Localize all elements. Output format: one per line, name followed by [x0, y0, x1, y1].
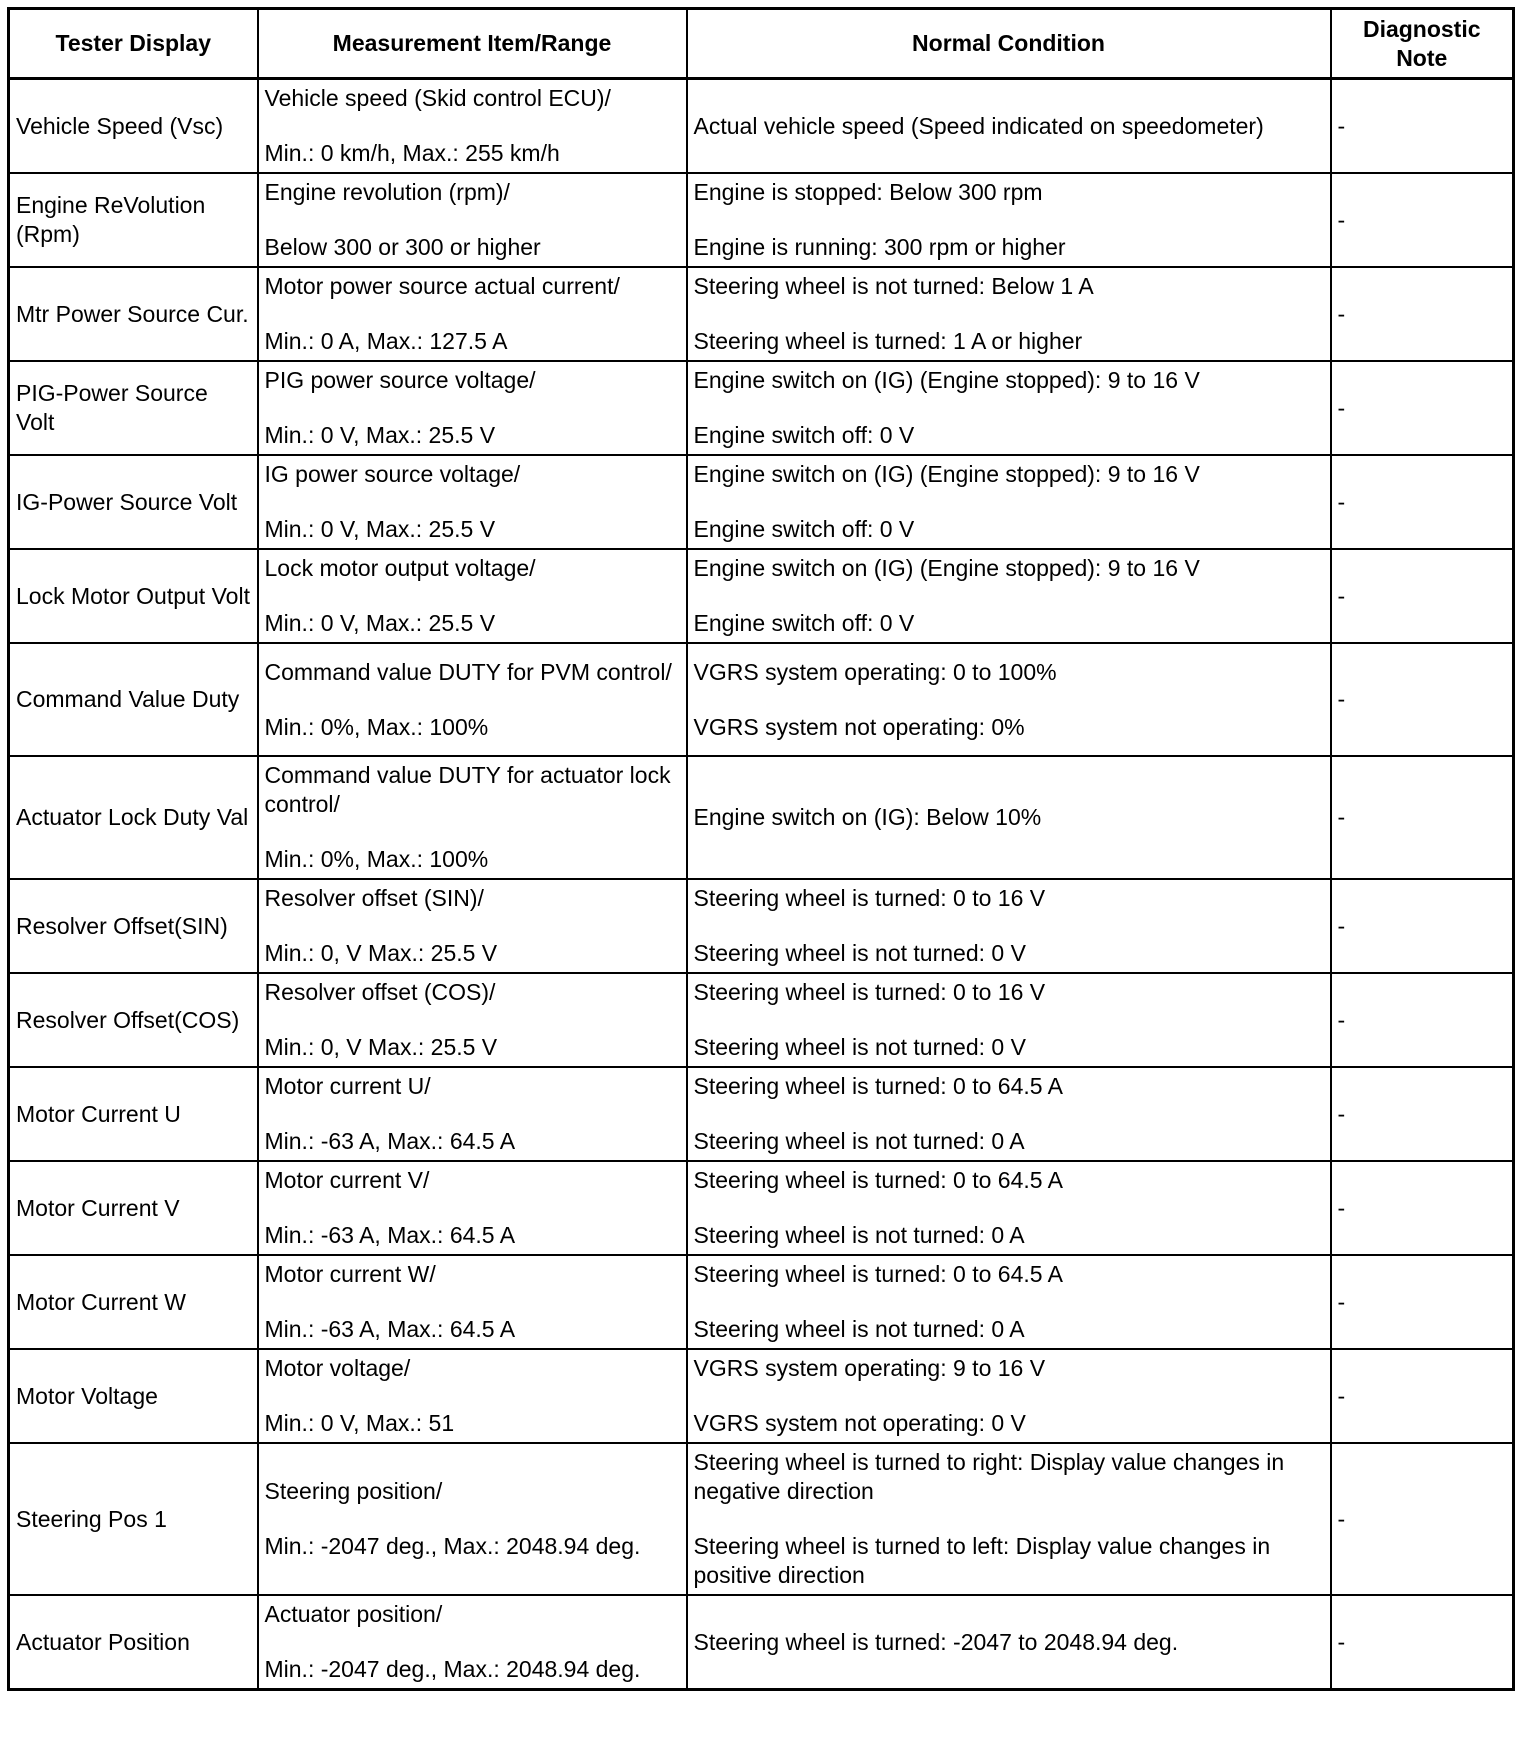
- measurement-item-label: Command value DUTY for actuator lock control/: [264, 762, 671, 817]
- normal-condition-line: Actual vehicle speed (Speed indicated on speedometer): [693, 112, 1264, 139]
- tester-display-cell: Motor Current U: [9, 1067, 258, 1161]
- diagnostic-note-cell: -: [1331, 361, 1514, 455]
- normal-condition-line: Steering wheel is not turned: 0 A: [693, 1222, 1025, 1248]
- line-spacer: [265, 301, 680, 327]
- header-diagnostic-note: Diagnostic Note: [1331, 9, 1514, 79]
- normal-condition-line: Engine switch on (IG) (Engine stopped): 9 to 16 V: [693, 461, 1200, 487]
- line-spacer: [265, 1629, 680, 1655]
- normal-condition-line: Steering wheel is turned: 0 to 16 V: [693, 979, 1046, 1005]
- measurement-range-label: Min.: -2047 deg., Max.: 2048.94 deg.: [264, 1656, 641, 1682]
- normal-condition-line: Steering wheel is turned: -2047 to 2048.94 deg.: [693, 1628, 1179, 1655]
- normal-condition-line: Engine switch off: 0 V: [693, 516, 915, 542]
- normal-condition-line: Engine switch off: 0 V: [693, 610, 915, 636]
- line-spacer: [265, 489, 680, 515]
- line-spacer: [694, 395, 1324, 421]
- measurement-range-label: Min.: 0 V, Max.: 25.5 V: [264, 422, 496, 448]
- line-spacer: [694, 1007, 1324, 1033]
- table-row: [9, 361, 1514, 455]
- table-row: [9, 973, 1514, 1067]
- tester-display-cell: Vehicle Speed (Vsc): [9, 79, 258, 174]
- line-spacer: [265, 819, 680, 845]
- measurement-item-cell: [258, 549, 687, 643]
- measurement-range-label: Below 300 or 300 or higher: [264, 234, 541, 260]
- measurement-range-label: Min.: 0 A, Max.: 127.5 A: [264, 328, 508, 354]
- tester-display-cell: Motor Voltage: [9, 1349, 258, 1443]
- normal-condition-cell: [687, 1443, 1331, 1595]
- normal-condition-line: Steering wheel is not turned: 0 A: [693, 1316, 1025, 1342]
- normal-condition-cell: [687, 361, 1331, 455]
- measurement-item-cell: [258, 1255, 687, 1349]
- diagnostic-note-cell: -: [1331, 1161, 1514, 1255]
- measurement-item-cell: [258, 1443, 687, 1595]
- table-row: [9, 1443, 1514, 1595]
- tester-display-cell: Actuator Lock Duty Val: [9, 756, 258, 879]
- line-spacer: [265, 1506, 680, 1532]
- normal-condition-line: Steering wheel is not turned: 0 V: [693, 940, 1026, 966]
- table-row: [9, 1255, 1514, 1349]
- line-spacer: [694, 913, 1324, 939]
- diagnostic-note-cell: -: [1331, 173, 1514, 267]
- measurement-item-cell: [258, 361, 687, 455]
- line-spacer: [265, 113, 680, 139]
- table-row: [9, 756, 1514, 879]
- measurement-item-label: Command value DUTY for PVM control/: [264, 658, 672, 685]
- table-row: [9, 79, 1514, 174]
- header-tester-display: Tester Display: [9, 9, 258, 79]
- data-list-table: [7, 7, 1515, 1691]
- measurement-range-label: Min.: 0, V Max.: 25.5 V: [264, 1034, 498, 1060]
- diagnostic-note-cell: -: [1331, 643, 1514, 756]
- line-spacer: [265, 395, 680, 421]
- line-spacer: [265, 1383, 680, 1409]
- measurement-range-label: Min.: 0 V, Max.: 51: [264, 1410, 455, 1436]
- normal-condition-line: Steering wheel is turned: 0 to 64.5 A: [693, 1261, 1064, 1287]
- diagnostic-note-cell: -: [1331, 455, 1514, 549]
- measurement-item-cell: [258, 973, 687, 1067]
- table-row: [9, 455, 1514, 549]
- line-spacer: [265, 207, 680, 233]
- diagnostic-note-cell: -: [1331, 756, 1514, 879]
- diagnostic-note-cell: -: [1331, 1595, 1514, 1690]
- measurement-item-cell: [258, 1595, 687, 1690]
- measurement-item-cell: [258, 79, 687, 174]
- normal-condition-line: VGRS system operating: 0 to 100%: [693, 658, 1057, 685]
- normal-condition-line: Steering wheel is not turned: Below 1 A: [693, 273, 1094, 299]
- measurement-item-cell: [258, 173, 687, 267]
- diagnostic-note-cell: -: [1331, 1443, 1514, 1595]
- diagnostic-note-cell: -: [1331, 973, 1514, 1067]
- header-normal-condition: Normal Condition: [687, 9, 1331, 79]
- measurement-range-label: Min.: 0%, Max.: 100%: [264, 846, 489, 872]
- normal-condition-line: Steering wheel is turned: 0 to 16 V: [693, 885, 1046, 911]
- normal-condition-line: Engine switch on (IG): Below 10%: [693, 804, 1042, 830]
- line-spacer: [265, 1101, 680, 1127]
- line-spacer: [265, 687, 680, 713]
- measurement-item-label: Resolver offset (SIN)/: [264, 885, 484, 911]
- tester-display-cell: Mtr Power Source Cur.: [9, 267, 258, 361]
- measurement-item-cell: [258, 643, 687, 756]
- measurement-item-cell: [258, 1161, 687, 1255]
- normal-condition-line: Steering wheel is turned to left: Display value changes in positive direction: [693, 1533, 1271, 1588]
- measurement-item-label: Motor current U/: [264, 1073, 431, 1099]
- diagnostic-note-cell: -: [1331, 79, 1514, 174]
- measurement-range-label: Min.: -63 A, Max.: 64.5 A: [264, 1128, 516, 1154]
- normal-condition-cell: [687, 879, 1331, 973]
- normal-condition-line: Steering wheel is turned: 0 to 64.5 A: [693, 1167, 1064, 1193]
- line-spacer: [694, 489, 1324, 515]
- measurement-range-label: Min.: 0 V, Max.: 25.5 V: [264, 516, 496, 542]
- measurement-item-label: Motor power source actual current/: [264, 273, 620, 299]
- diagnostic-note-cell: -: [1331, 549, 1514, 643]
- measurement-range-label: Min.: -63 A, Max.: 64.5 A: [264, 1222, 516, 1248]
- tester-display-cell: PIG-Power Source Volt: [9, 361, 258, 455]
- normal-condition-cell: [687, 549, 1331, 643]
- tester-display-cell: Resolver Offset(COS): [9, 973, 258, 1067]
- table-row: [9, 549, 1514, 643]
- measurement-item-cell: [258, 455, 687, 549]
- normal-condition-cell: [687, 973, 1331, 1067]
- normal-condition-line: Engine is stopped: Below 300 rpm: [693, 179, 1043, 205]
- tester-display-cell: IG-Power Source Volt: [9, 455, 258, 549]
- measurement-item-label: Motor voltage/: [264, 1355, 411, 1381]
- table-header-row: [9, 9, 1514, 79]
- line-spacer: [265, 1195, 680, 1221]
- normal-condition-line: Engine is running: 300 rpm or higher: [693, 234, 1066, 260]
- normal-condition-line: VGRS system not operating: 0 V: [693, 1410, 1026, 1436]
- measurement-item-label: Motor current V/: [264, 1167, 430, 1193]
- line-spacer: [694, 687, 1324, 713]
- normal-condition-line: Steering wheel is turned: 0 to 64.5 A: [693, 1073, 1064, 1099]
- data-list-table-container: [7, 7, 1512, 1691]
- normal-condition-line: Engine switch off: 0 V: [693, 422, 915, 448]
- measurement-item-label: Actuator position/: [264, 1601, 443, 1627]
- measurement-range-label: Min.: 0, V Max.: 25.5 V: [264, 940, 498, 966]
- table-body: [9, 79, 1514, 1690]
- measurement-item-label: Resolver offset (COS)/: [264, 979, 496, 1005]
- measurement-item-label: Motor current W/: [264, 1261, 436, 1287]
- table-row: [9, 267, 1514, 361]
- measurement-item-label: Vehicle speed (Skid control ECU)/: [264, 85, 611, 111]
- table-row: [9, 173, 1514, 267]
- tester-display-cell: Actuator Position: [9, 1595, 258, 1690]
- diagnostic-note-cell: -: [1331, 879, 1514, 973]
- measurement-item-label: Lock motor output voltage/: [264, 555, 536, 581]
- measurement-item-label: PIG power source voltage/: [264, 367, 536, 393]
- diagnostic-note-cell: -: [1331, 1255, 1514, 1349]
- tester-display-cell: Steering Pos 1: [9, 1443, 258, 1595]
- normal-condition-line: Steering wheel is not turned: 0 A: [693, 1128, 1025, 1154]
- normal-condition-cell: [687, 1067, 1331, 1161]
- measurement-item-cell: [258, 756, 687, 879]
- line-spacer: [265, 1007, 680, 1033]
- table-row: [9, 1349, 1514, 1443]
- line-spacer: [694, 1506, 1324, 1532]
- tester-display-cell: Resolver Offset(SIN): [9, 879, 258, 973]
- normal-condition-cell: [687, 1161, 1331, 1255]
- measurement-item-label: Engine revolution (rpm)/: [264, 179, 510, 205]
- tester-display-cell: Motor Current V: [9, 1161, 258, 1255]
- table-row: [9, 879, 1514, 973]
- normal-condition-line: VGRS system operating: 9 to 16 V: [693, 1355, 1046, 1381]
- tester-display-cell: Lock Motor Output Volt: [9, 549, 258, 643]
- normal-condition-cell: [687, 756, 1331, 879]
- line-spacer: [694, 1289, 1324, 1315]
- normal-condition-cell: [687, 455, 1331, 549]
- measurement-range-label: Min.: 0 V, Max.: 25.5 V: [264, 610, 496, 636]
- normal-condition-cell: [687, 1595, 1331, 1690]
- normal-condition-line: Steering wheel is turned to right: Display value changes in negative direction: [693, 1449, 1285, 1504]
- diagnostic-note-cell: -: [1331, 1349, 1514, 1443]
- tester-display-cell: Command Value Duty: [9, 643, 258, 756]
- line-spacer: [265, 1289, 680, 1315]
- table-row: [9, 643, 1514, 756]
- tester-display-cell: Motor Current W: [9, 1255, 258, 1349]
- measurement-item-cell: [258, 879, 687, 973]
- line-spacer: [694, 207, 1324, 233]
- normal-condition-cell: [687, 267, 1331, 361]
- normal-condition-line: Steering wheel is not turned: 0 V: [693, 1034, 1026, 1060]
- line-spacer: [694, 1383, 1324, 1409]
- line-spacer: [265, 583, 680, 609]
- diagnostic-note-cell: -: [1331, 267, 1514, 361]
- normal-condition-cell: [687, 643, 1331, 756]
- normal-condition-line: Engine switch on (IG) (Engine stopped): 9 to 16 V: [693, 555, 1200, 581]
- tester-display-cell: Engine ReVolution (Rpm): [9, 173, 258, 267]
- normal-condition-cell: [687, 1255, 1331, 1349]
- line-spacer: [265, 913, 680, 939]
- normal-condition-cell: [687, 79, 1331, 174]
- diagnostic-note-cell: -: [1331, 1067, 1514, 1161]
- normal-condition-cell: [687, 173, 1331, 267]
- header-measurement-item: Measurement Item/Range: [258, 9, 687, 79]
- measurement-range-label: Min.: -63 A, Max.: 64.5 A: [264, 1316, 516, 1342]
- measurement-item-cell: [258, 1067, 687, 1161]
- line-spacer: [694, 301, 1324, 327]
- measurement-item-cell: [258, 267, 687, 361]
- measurement-item-label: Steering position/: [264, 1478, 443, 1504]
- normal-condition-line: Engine switch on (IG) (Engine stopped): 9 to 16 V: [693, 367, 1200, 393]
- measurement-range-label: Min.: 0%, Max.: 100%: [264, 713, 489, 740]
- measurement-item-cell: [258, 1349, 687, 1443]
- table-row: [9, 1067, 1514, 1161]
- normal-condition-cell: [687, 1349, 1331, 1443]
- measurement-range-label: Min.: -2047 deg., Max.: 2048.94 deg.: [264, 1533, 641, 1559]
- measurement-item-label: IG power source voltage/: [264, 461, 521, 487]
- table-row: [9, 1161, 1514, 1255]
- line-spacer: [694, 583, 1324, 609]
- normal-condition-line: Steering wheel is turned: 1 A or higher: [693, 328, 1083, 354]
- measurement-range-label: Min.: 0 km/h, Max.: 255 km/h: [264, 140, 560, 166]
- table-row: [9, 1595, 1514, 1690]
- line-spacer: [694, 1101, 1324, 1127]
- line-spacer: [694, 1195, 1324, 1221]
- normal-condition-line: VGRS system not operating: 0%: [693, 713, 1025, 740]
